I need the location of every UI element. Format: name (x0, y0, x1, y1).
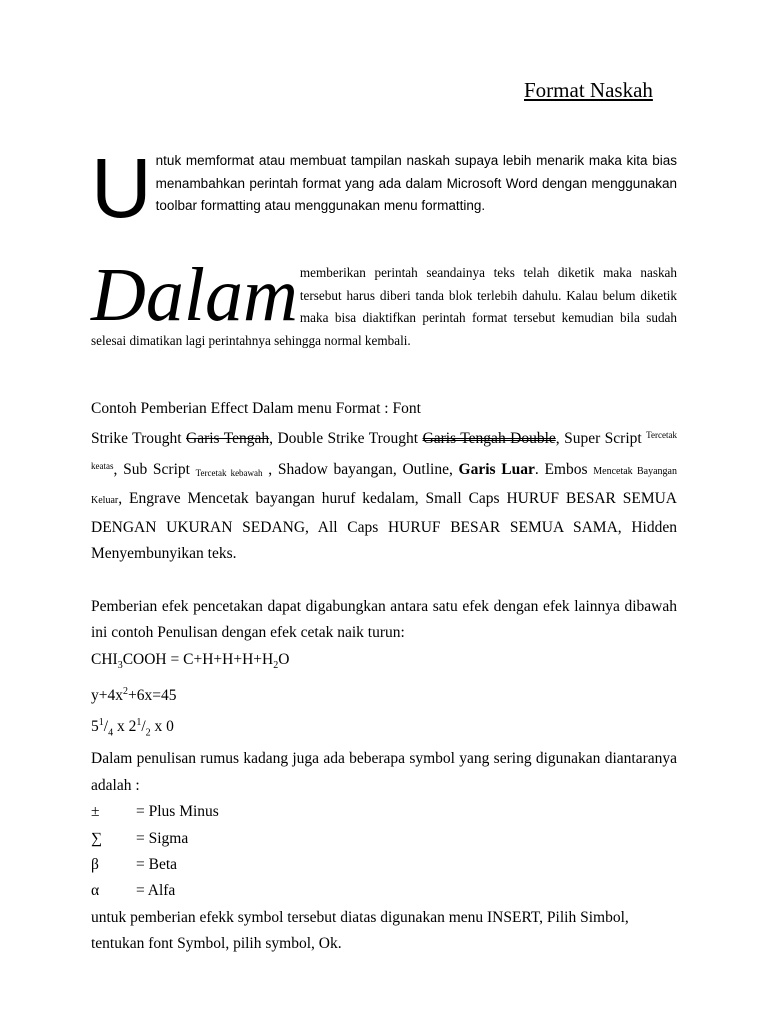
shadow-text: , Shadow bayangan, Outline, (262, 460, 459, 478)
symbols-intro: Dalam penulisan rumus kadang juga ada beberapa symbol yang sering digunakan diantaranya adalah : (91, 750, 677, 794)
formula-3-slash: / (141, 717, 146, 735)
formula-3-slash: / (103, 717, 109, 735)
paragraph-2-text: memberikan perintah seandainya teks telah diketik maka naskah tersebut harus diberi tanda blok terlebih dahulu. Kalau belum diketik maka bisa diaktifkan perintah format tersebut kemudian bila sudah selesai dimatikan lagi perintahnya sehingga normal kembali. (91, 265, 677, 348)
formula-2 (91, 679, 677, 710)
symbol-label: = Alfa (136, 882, 176, 900)
formula-2-part: +6x=45 (128, 687, 177, 705)
subscript-sample: Tercetak kebawah (195, 467, 263, 478)
formula-3-sup: 1 (98, 716, 104, 728)
formula-2-part: y+4x (91, 687, 123, 705)
emboss-sample: Mencetak Bayangan Keluar (91, 465, 677, 507)
superscript-sample: Tercetak keatas (91, 430, 678, 471)
dropcap-dalam: Dalam (91, 253, 298, 337)
effects-heading: Contoh Pemberian Effect Dalam menu Format : Font (91, 400, 421, 417)
double-strike-sample: Garis Tengah Double (422, 430, 556, 448)
dropcap-u: U (91, 141, 152, 235)
formula-3-part: x 0 (150, 717, 174, 735)
body-text (91, 396, 677, 958)
formula-3-part: 5 (91, 717, 99, 735)
formula-1-part: CHI (91, 650, 118, 668)
plus-minus-symbol: ± (91, 803, 100, 821)
formula-1-sub: 2 (273, 659, 279, 671)
formula-2-sup: 2 (123, 686, 128, 698)
symbol-label: = Sigma (136, 829, 189, 847)
strike-label: Strike Trought (91, 430, 187, 448)
symbol-row-alfa (91, 878, 677, 904)
emboss-label: . Embos (534, 460, 594, 478)
symbol-row-sigma (91, 826, 677, 852)
formula-3 (91, 710, 677, 747)
formula-1 (91, 647, 677, 680)
symbol-label: = Beta (136, 855, 178, 873)
page-title: Format Naskah (524, 78, 653, 102)
symbol-row-plus-minus (91, 799, 677, 825)
combine-intro: Pemberian efek pencetakan dapat digabungkan antara satu efek dengan efek lainnya dibawah ini contoh Penulisan dengan efek cetak naik turun: (91, 597, 677, 642)
symbol-label: = Plus Minus (136, 803, 219, 821)
formula-3-sub: 2 (145, 726, 151, 738)
paragraph-1-text: ntuk memformat atau membuat tampilan naskah supaya lebih menarik maka kita bias menambahkan perintah format yang ada dalam Microsoft Word dengan menggunakan toolbar formatting atau menggunakan menu formatting. (155, 153, 677, 213)
formula-1-sub: 3 (117, 659, 123, 671)
double-strike-label: , Double Strike Trought (269, 430, 423, 448)
effects-rest: , Engrave Mencetak bayangan huruf kedalam, Small Caps HURUF BESAR SEMUA DENGAN UKURAN SEDANG, All Caps HURUF BESAR SEMUA SAMA, Hidden Menyembunyikan teks. (91, 490, 677, 563)
paragraph-dropcap-u (91, 141, 677, 235)
blank-line (91, 567, 677, 593)
formula-3-part: x 2 (113, 717, 137, 735)
sigma-symbol: ∑ (91, 829, 103, 847)
effects-paragraph (91, 422, 677, 567)
formula-1-part: COOH = C+H+H+H+H (122, 650, 274, 668)
bold-sample: Garis Luar (458, 460, 535, 478)
formula-3-sub: 4 (108, 726, 114, 738)
subscript-label: , Sub Script (113, 460, 196, 478)
alfa-symbol: α (91, 882, 100, 900)
closing-text: untuk pemberian efekk symbol tersebut diatas digunakan menu INSERT, Pilih Simbol, tentukan font Symbol, pilih symbol, Ok. (91, 908, 629, 953)
formula-1-part: O (278, 650, 290, 668)
formula-3-sup: 1 (136, 716, 142, 728)
beta-symbol: β (91, 855, 99, 873)
superscript-label: , Super Script (555, 430, 647, 448)
paragraph-dropcap-dalam (91, 253, 677, 352)
symbol-row-beta (91, 852, 677, 878)
strike-sample: Garis Tengah (186, 430, 270, 448)
